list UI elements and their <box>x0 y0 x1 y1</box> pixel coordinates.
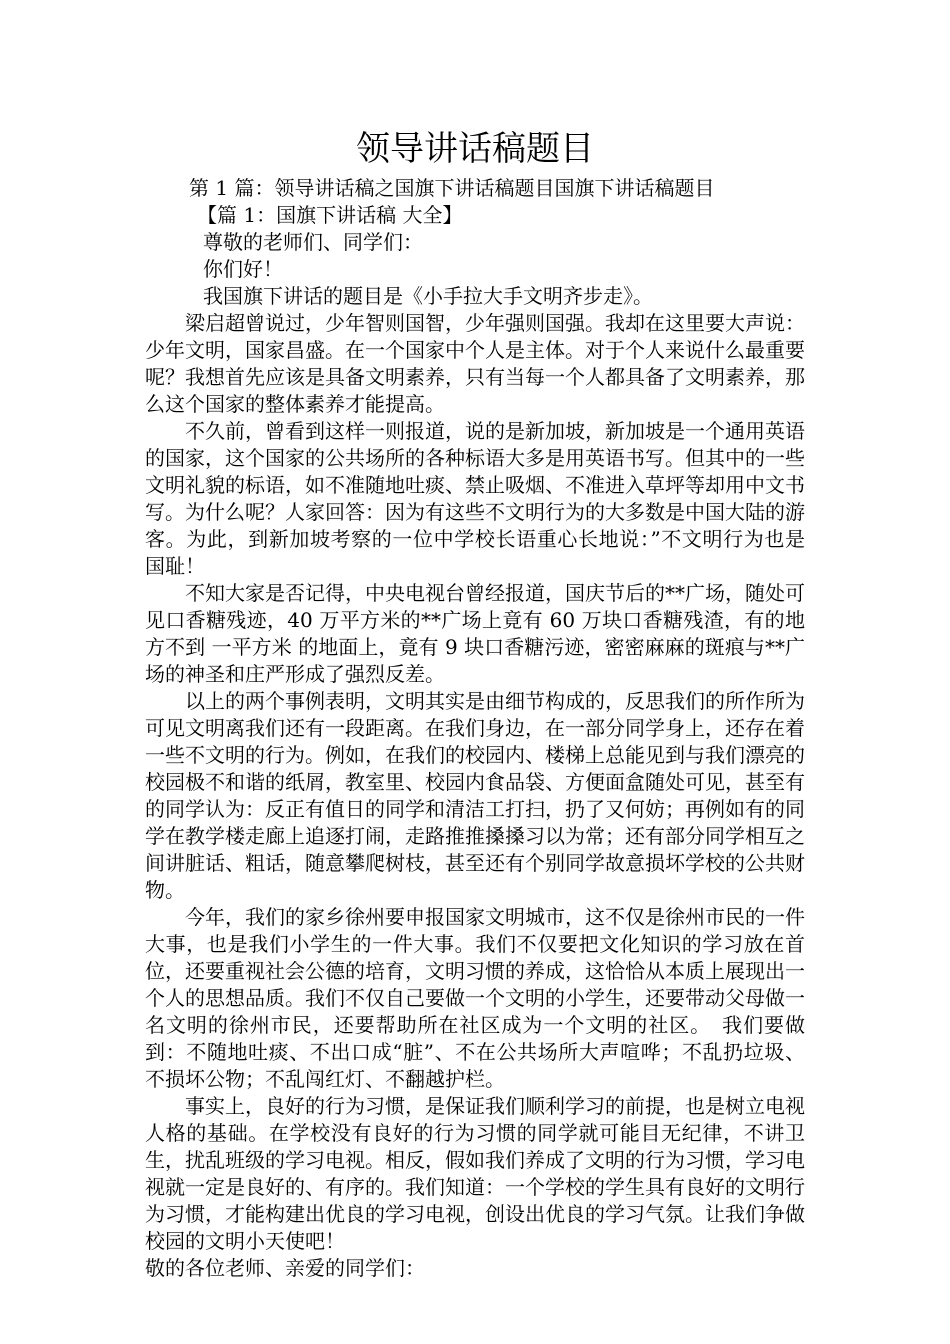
closing-salutation: 敬的各位老师、亲爱的同学们： <box>145 1256 425 1280</box>
greeting: 你们好！ <box>203 257 283 281</box>
body-paragraph: 不知大家是否记得，中央电视台曾经报道，国庆节后的**广场，随处可见口香糖残迹，40 万平方米的**广场上竟有 60 万块口香糖残渣，有的地方不到 一平方米 的地面上，竟有 9 块口香糖污迹，密密麻麻的斑痕与**广场的神圣和庄严形成了强烈反差。 <box>145 581 805 686</box>
salutation: 尊敬的老师们、同学们： <box>203 230 423 254</box>
body-paragraph: 今年，我们的家乡徐州要申报国家文明城市，这不仅是徐州市民的一件大事，也是我们小学生的一件大事。我们不仅要把文化知识的学习放在首位，还要重视社会公德的培育，文明习惯的养成，这恰恰从本质上展现出一个人的思想品质。我们不仅自己要做一个文明的小学生，还要带动父母做一名文明的徐州市民，还要帮助所在社区成为一个文明的社区。 我们要做到：不随地吐痰、不出口成“脏”、不在公共场所大声喧哗；不乱扔垃圾、不损坏公物；不乱闯红灯、不翻越护栏。 <box>145 905 805 1091</box>
article-subtitle: 第 1 篇：领导讲话稿之国旗下讲话稿题目国旗下讲话稿题目 <box>189 176 715 200</box>
speech-topic: 我国旗下讲话的题目是《小手拉大手文明齐步走》。 <box>203 284 653 308</box>
body-paragraph: 以上的两个事例表明，文明其实是由细节构成的，反思我们的所作所为可见文明离我们还有一段距离。在我们身边，在一部分同学身上，还存在着一些不文明的行为。例如，在我们的校园内、楼梯上总能见到与我们漂亮的校园极不和谐的纸屑，教室里、校园内食品袋、方便面盒随处可见，甚至有的同学认为：反正有值日的同学和清洁工打扫，扔了又何妨；再例如有的同学在教学楼走廊上追逐打闹，走路推推搡搡习以为常；还有部分同学相互之间讲脏话、粗话，随意攀爬树枝，甚至还有个别同学故意损坏学校的公共财物。 <box>145 689 805 902</box>
body-paragraph: 梁启超曾说过，少年智则国智，少年强则国强。我却在这里要大声说：少年文明，国家昌盛。在一个国家中个人是主体。对于个人来说什么最重要呢？我想首先应该是具备文明素养，只有当每一个人都具备了文明素养，那么这个国家的整体素养才能提高。 <box>145 311 805 416</box>
body-paragraph: 事实上，良好的行为习惯，是保证我们顺利学习的前提，也是树立电视人格的基础。在学校没有良好的行为习惯的同学就可能目无纪律，不讲卫生，扰乱班级的学习电视。相反，假如我们养成了文明的行为习惯，学习电视就一定是良好的、有序的。我们知道：一个学校的学生具有良好的文明行为习惯，才能构建出优良的学习电视，创设出优良的学习气氛。让我们争做校园的文明小天使吧！ <box>145 1094 805 1253</box>
section-heading: 【篇 1：国旗下讲话稿 大全】 <box>197 203 463 227</box>
body-paragraph: 不久前，曾看到这样一则报道，说的是新加坡，新加坡是一个通用英语的国家，这个国家的公共场所的各种标语大多是用英语书写。但其中的一些文明礼貌的标语，如不准随地吐痰、禁止吸烟、不准进入草坪等却用中文书写。为什么呢？人家回答：因为有这些不文明行为的大多数是中国大陆的游客。为此，到新加坡考察的一位中学校长语重心长地说：”不文明行为也是国耻！ <box>145 419 805 578</box>
document-title: 领导讲话稿题目 <box>356 129 594 169</box>
document-body <box>145 175 805 1282</box>
